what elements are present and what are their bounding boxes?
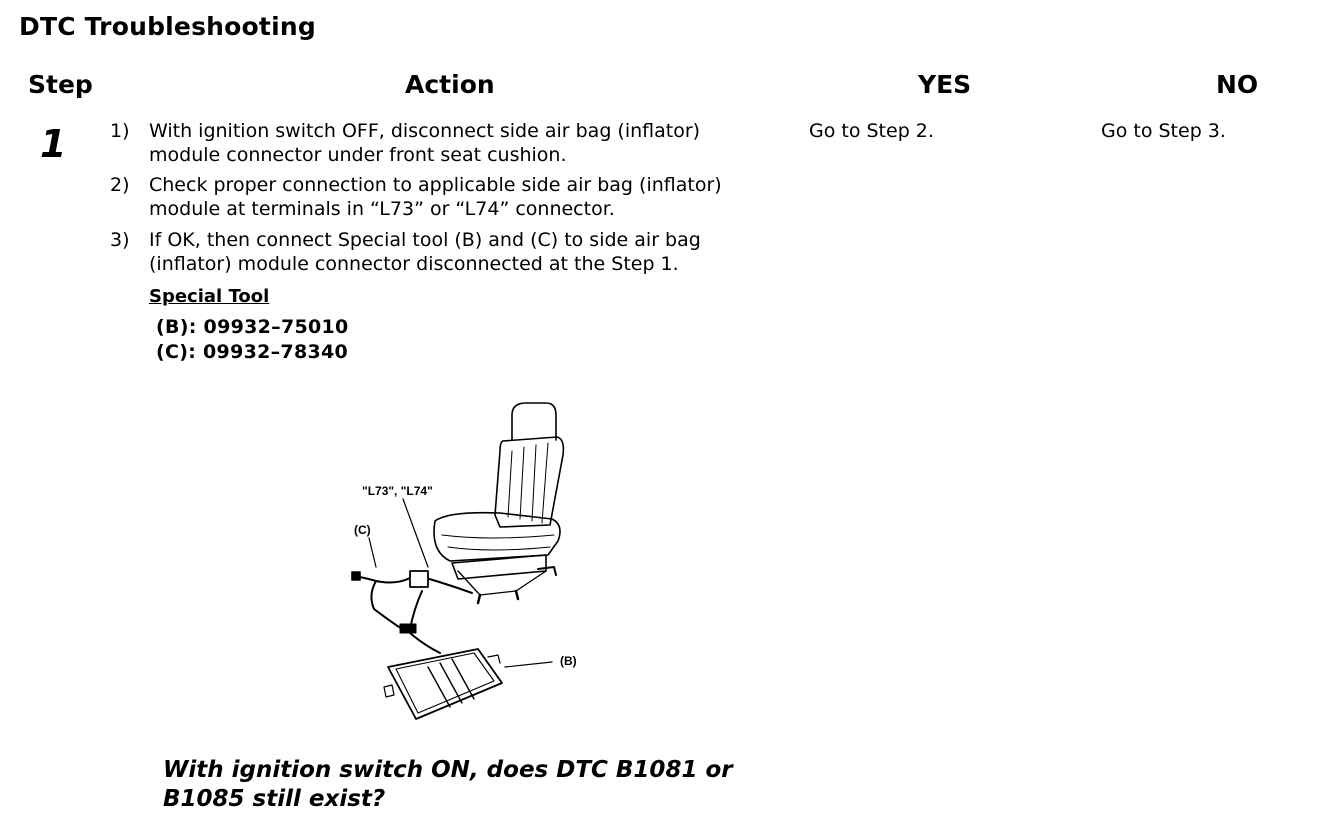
special-tool-heading: Special Tool	[149, 286, 270, 307]
callout-leader-c	[369, 538, 376, 567]
column-header-step: Step	[28, 70, 93, 99]
step-question: With ignition switch ON, does DTC B1081 or B1085 still exist?	[163, 757, 733, 812]
column-header-yes: YES	[918, 70, 972, 99]
instruction-number: 2)	[110, 174, 130, 196]
instruction-item	[110, 173, 769, 221]
callout-leader-b	[505, 662, 552, 667]
callout-leader-connector	[403, 499, 428, 567]
yes-result: Go to Step 2.	[809, 120, 934, 142]
column-header-action: Action	[405, 70, 495, 99]
headrest	[512, 403, 556, 440]
page-title: DTC Troubleshooting	[19, 12, 316, 41]
harness-connector	[410, 571, 428, 587]
step-number: 1	[40, 122, 67, 166]
label-connector: "L73", "L74"	[362, 484, 433, 498]
no-result: Go to Step 3.	[1101, 120, 1226, 142]
seat-rail	[452, 555, 546, 579]
instruction-text: If OK, then connect Special tool (B) and (C) to side air bag (inflator) module connector disconnected at the Step 1.	[149, 229, 701, 275]
instruction-text: Check proper connection to applicable side air bag (inflator) module at terminals in “L73” or “L74” connector.	[149, 174, 722, 220]
special-tool-code-c: (C): 09932–78340	[156, 341, 349, 363]
column-header-no: NO	[1216, 70, 1259, 99]
instruction-item	[110, 228, 769, 276]
instruction-item	[110, 119, 769, 167]
instruction-text: With ignition switch OFF, disconnect side air bag (inflator) module connector under front seat cushion.	[149, 120, 701, 166]
special-tool-code-b: (B): 09932–75010	[156, 316, 349, 338]
label-tool-c: (C)	[354, 523, 371, 537]
seat-harness-illustration	[340, 395, 600, 730]
instruction-number: 1)	[110, 120, 130, 142]
label-tool-b: (B)	[560, 654, 577, 668]
instruction-number: 3)	[110, 229, 130, 251]
